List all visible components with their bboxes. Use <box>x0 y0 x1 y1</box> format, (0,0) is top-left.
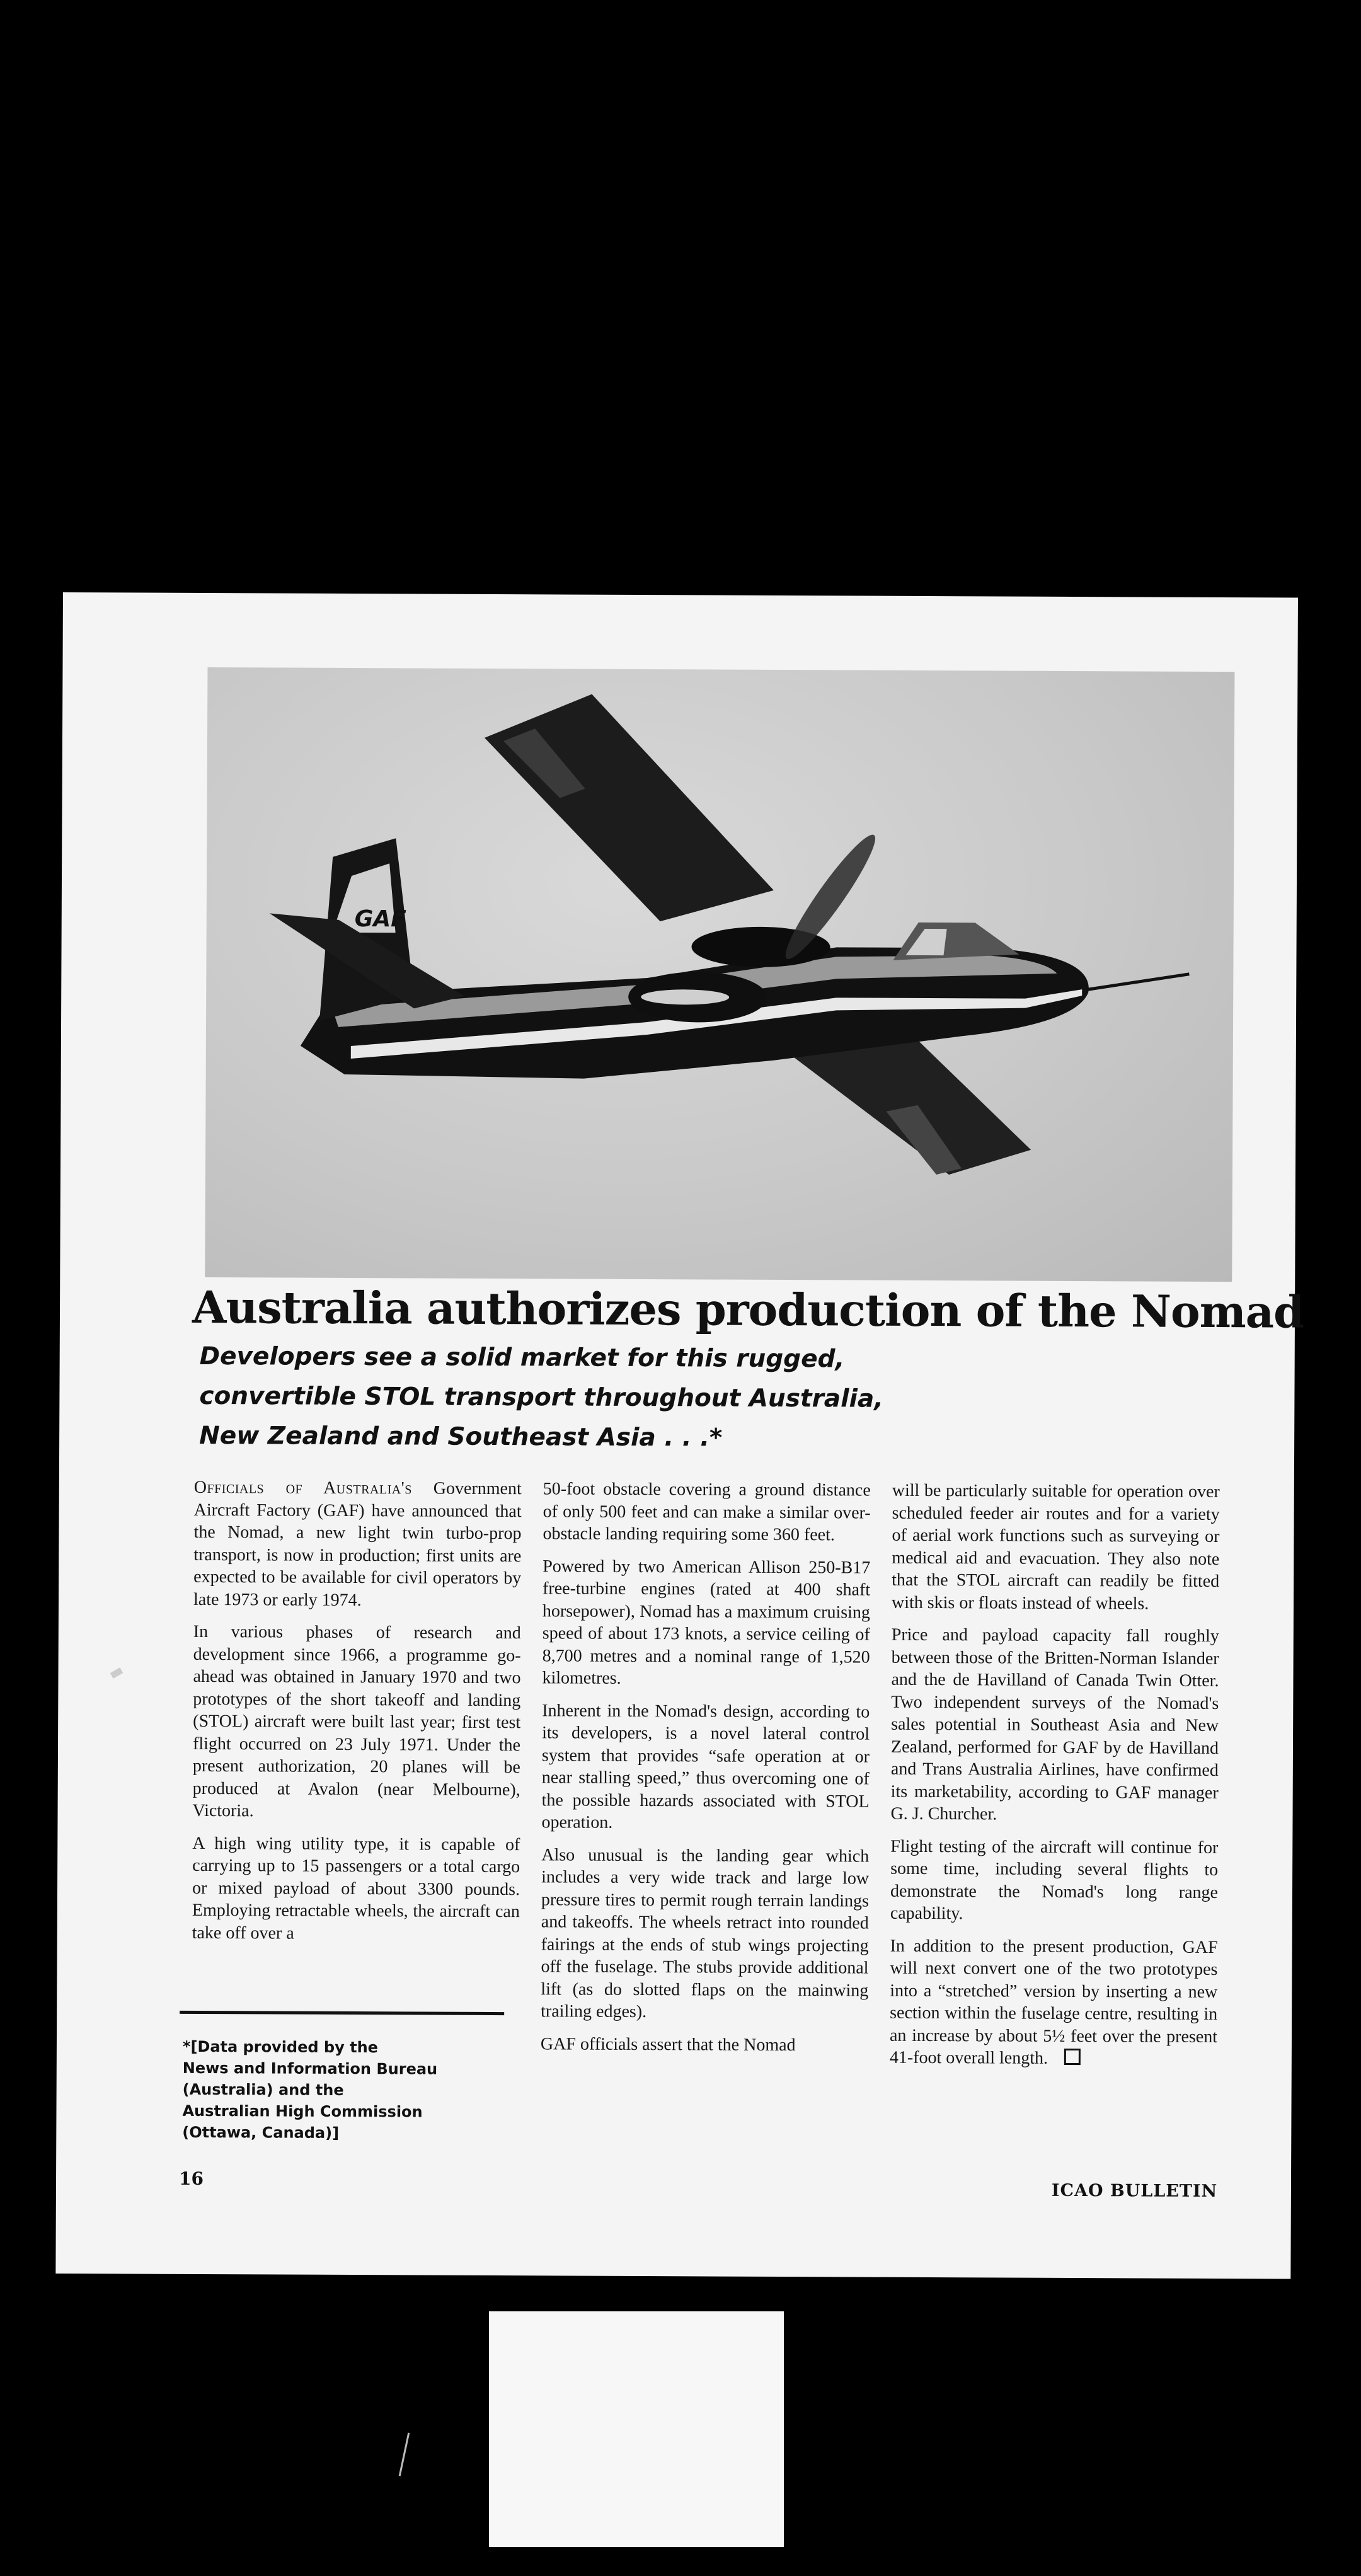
tail-logo-text: GAF <box>354 906 406 933</box>
deck-line-2: convertible STOL transport throughout Australia, <box>199 1381 884 1413</box>
deck-line-1: Developers see a solid market for this rugged, <box>199 1342 845 1374</box>
column2-paragraph-2: Powered by two American Allison 250-B17 free-turbine engines (rated at 400 shaft horsepower), Nomad has a maximum cruising speed of about 173 knots, a service ceiling of 8,700 metres and a nominal range of 1,520 kilometres. <box>542 1556 871 1688</box>
propeller-upper <box>776 828 884 966</box>
nose-probe <box>1088 974 1189 990</box>
article-headline: Australia authorizes production of the Nomad <box>192 1280 1304 1338</box>
article-column-2 <box>541 1478 871 2066</box>
footnote-line-3: (Australia) and the <box>182 2080 344 2099</box>
column2-paragraph-5: GAF officials assert that the Nomad <box>540 2033 796 2055</box>
column1-paragraph-3: A high wing utility type, it is capable of carrying up to 15 passengers or a total cargo or mixed payload of about 3300 pounds. Employing retractable wheels, the aircraft can take off over a <box>192 1833 520 1943</box>
nomad-aircraft-image <box>205 667 1234 1282</box>
article-column-1 <box>192 1476 522 1955</box>
column1-paragraph-1-rest: Government Aircraft Factory (GAF) have announced that the Nomad, a new light twin turbo-prop transport, is now in production; first units are expected to be available for civil operators by late 1973 or early 1974. <box>193 1478 522 1610</box>
deck-line-3: New Zealand and Southeast Asia . . .* <box>199 1421 723 1452</box>
scan-scratch <box>399 2432 410 2476</box>
footnote-line-5: (Ottawa, Canada)] <box>182 2123 340 2142</box>
column3-paragraph-4-text: In addition to the present production, GAF will next convert one of the two prototypes into a “stretched” version by inserting a new section within the fuselage centre, resulting in an increase by about 5½ feet over the present 41-foot overall length. <box>889 1936 1218 2068</box>
column2-paragraph-4: Also unusual is the landing gear which includes a very wide track and large low pressure tires to permit rough terrain landings and takeoffs. The wheels retract into rounded fairings at the ends of stub wings projecting off the fuselage. The stubs provide additional lift (as do slotted flaps on the mainwing trailing edges). <box>541 1844 870 2022</box>
magazine-page <box>55 592 1304 2279</box>
column1-paragraph-2: In various phases of research and development since 1966, a programme go-ahead was obtained in January 1970 and two prototypes of the short takeoff and landing (STOL) aircraft were built last year; first test flight occurred on 23 July 1971. Under the present authorization, 20 planes will be produced at Avalon (near Melbourne), Victoria. <box>192 1621 521 1821</box>
end-of-article-square-icon <box>1064 2049 1081 2065</box>
footnote-divider <box>180 2011 504 2015</box>
upper-wing <box>484 694 775 922</box>
journal-name: ICAO BULLETIN <box>1051 2180 1218 2202</box>
column3-paragraph-4 <box>890 1935 1218 2070</box>
blank-card <box>489 2311 784 2547</box>
column3-paragraph-2: Price and payload capacity fall roughly between those of the Britten-Norman Islander and the de Havilland of Canada Twin Otter. Two independent surveys of the Nomad's sales potential in Southeast Asia and New Zealand, performed for GAF by de Havilland and Trans Australia Airlines, have confirmed its marketability, according to GAF manager G. J. Churcher. <box>890 1624 1219 1824</box>
column1-paragraph-1 <box>193 1476 522 1612</box>
lead-in-smallcaps: Officials of Australia's <box>193 1477 412 1498</box>
article-column-3 <box>890 1480 1220 2081</box>
article-deck <box>199 1337 1082 1459</box>
column3-paragraph-1: will be particularly suitable for operation over scheduled feeder air routes and for a variety of aerial work functions such as surveying or medical aid and evacuation. They also note that the STOL aircraft can readily be fitted with skis or floats instead of wheels. <box>891 1480 1220 1614</box>
column2-paragraph-1: 50-foot obstacle covering a ground distance of only 500 feet and can make a similar over-obstacle landing requiring some 360 feet. <box>543 1479 871 1545</box>
aircraft-photo <box>205 667 1234 1282</box>
column3-paragraph-3: Flight testing of the aircraft will continue for some time, including several flights to demonstrate the Nomad's long range capability. <box>890 1836 1219 1924</box>
footnote-line-1: *[Data provided by the <box>182 2037 379 2057</box>
footnote-line-2: News and Information Bureau <box>182 2059 438 2078</box>
column2-paragraph-3: Inherent in the Nomad's design, according to its developers, is a novel lateral control system that provides “safe operation at or near stalling speed,” thus overcoming one of the possible hazards associated with STOL operation. <box>541 1700 870 1832</box>
footnote <box>182 2036 485 2144</box>
page-number: 16 <box>178 2168 204 2189</box>
footnote-line-4: Australian High Commission <box>182 2102 423 2121</box>
